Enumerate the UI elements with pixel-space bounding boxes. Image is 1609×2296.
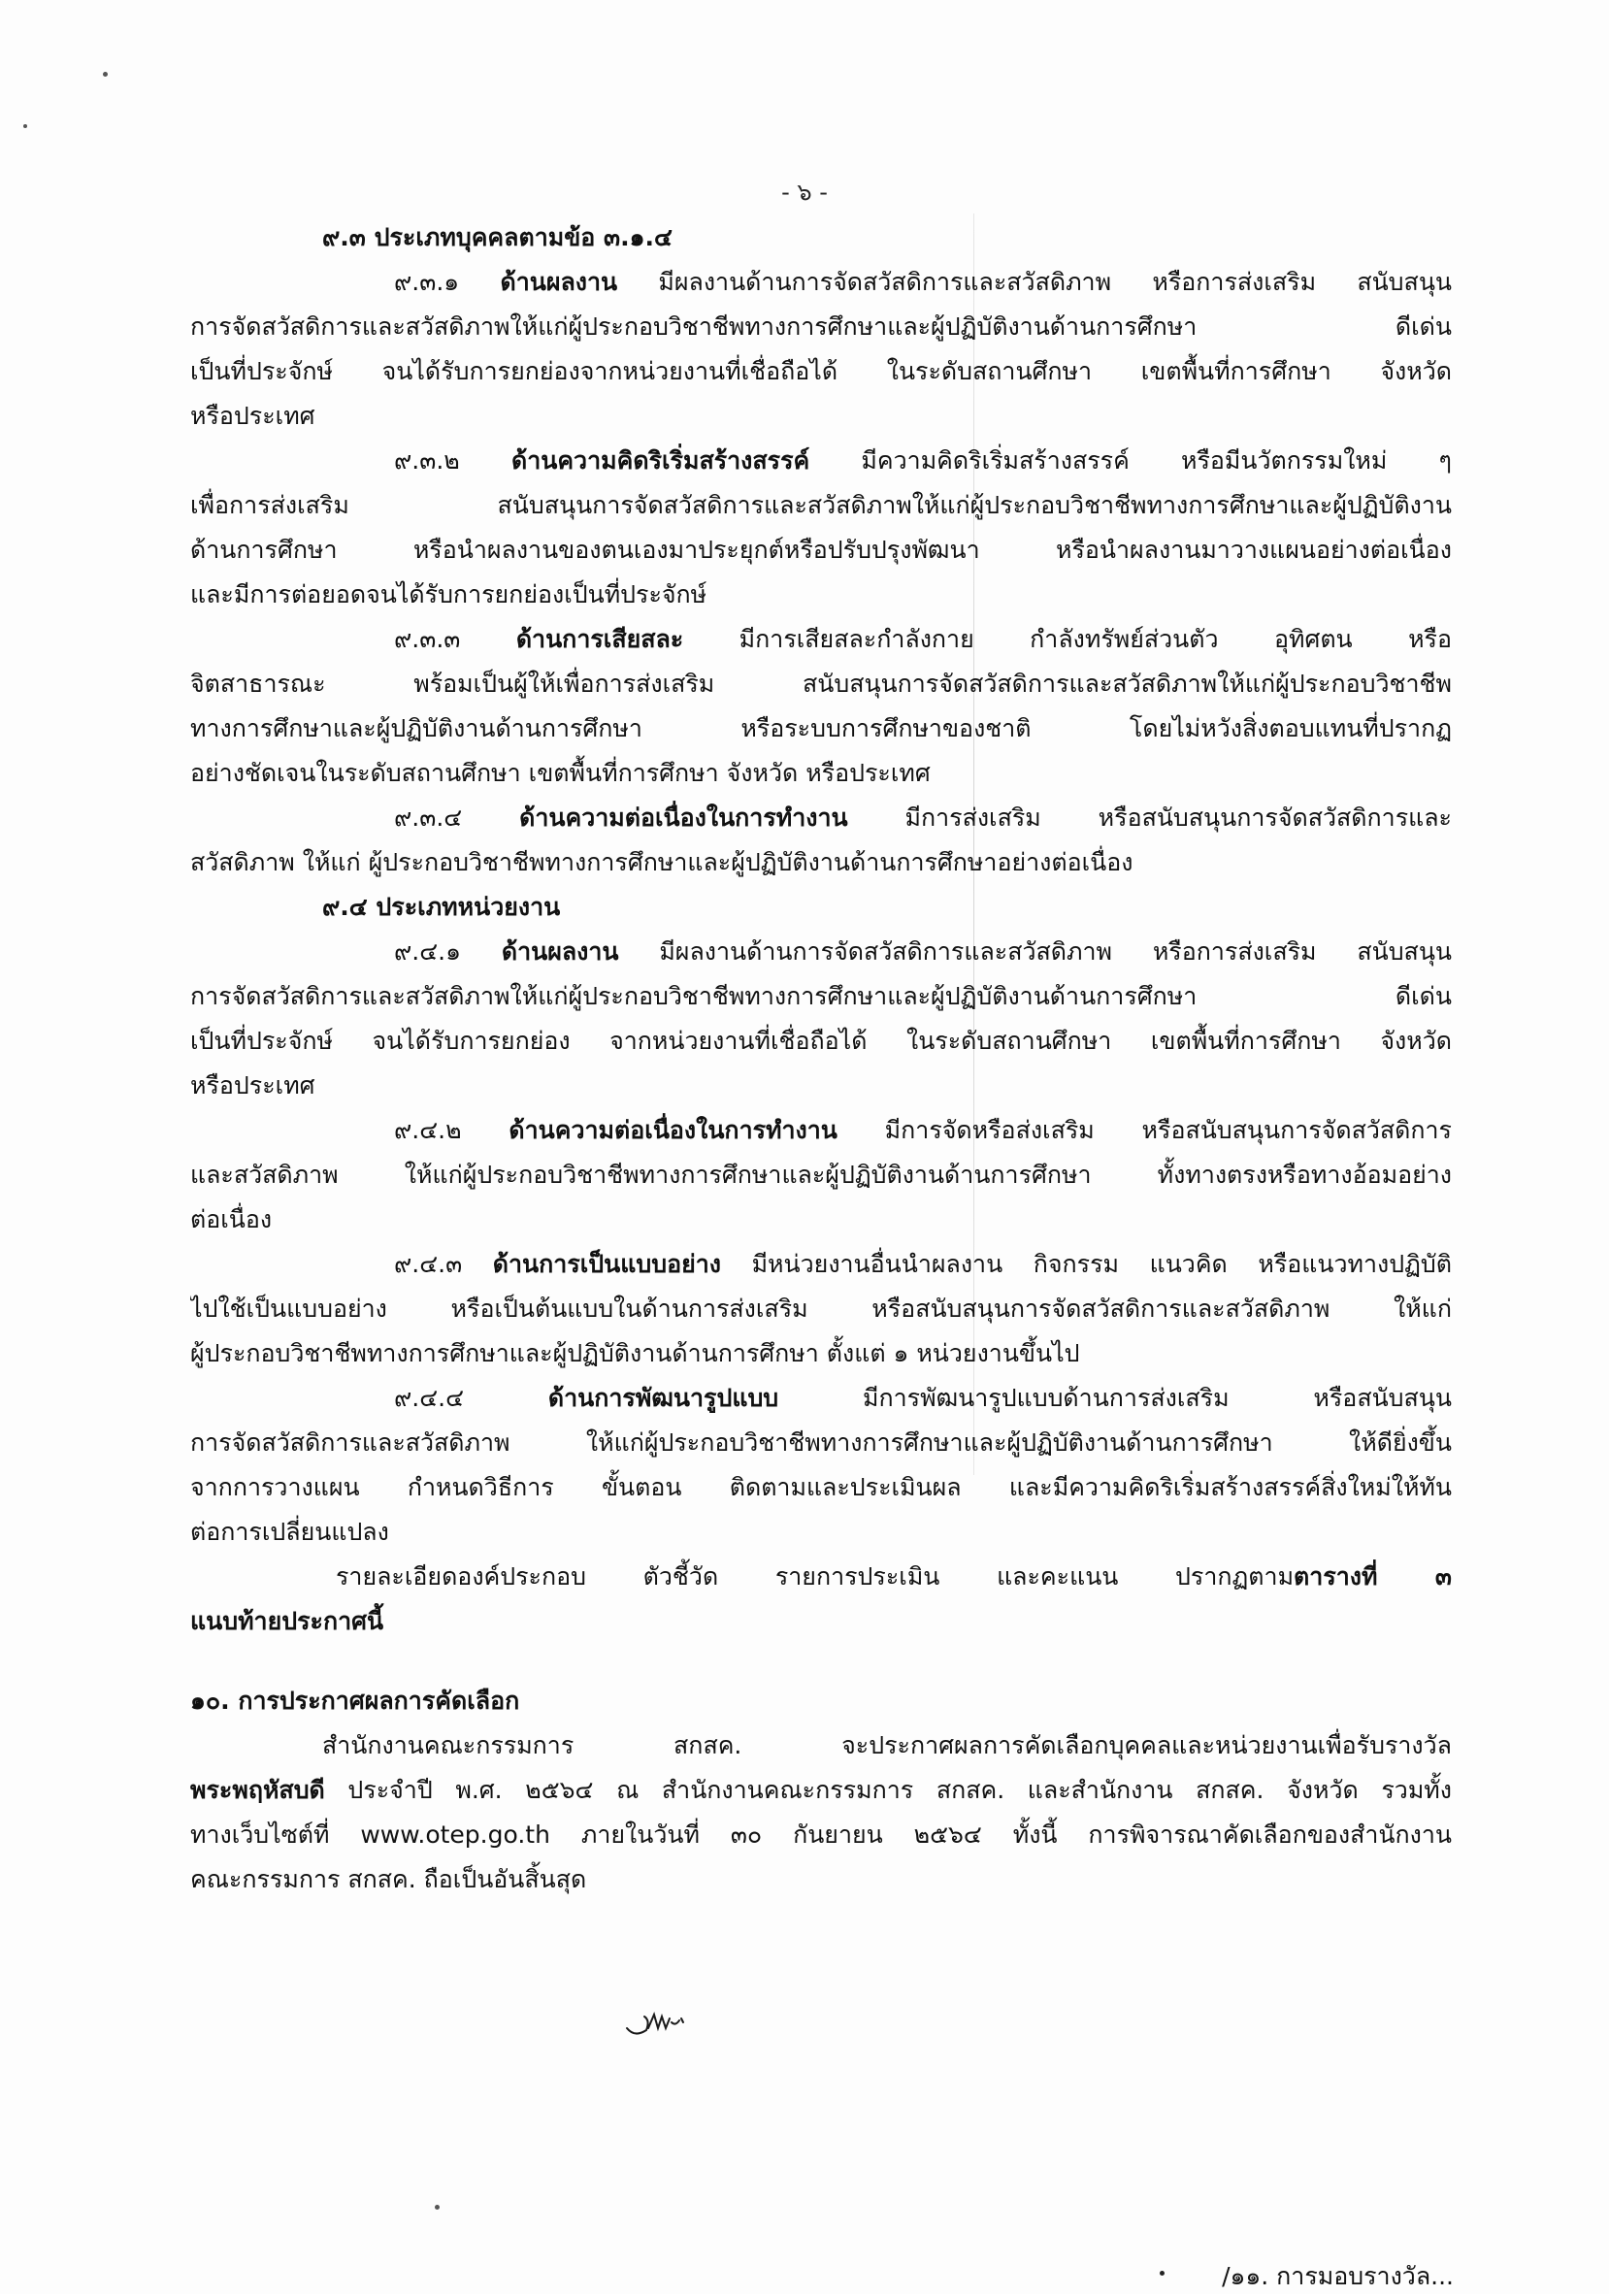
body-text: เพื่อการส่งเสริม สนับสนุนการจัดสวัสดิการและสวัสดิภาพให้แก่ผู้ประกอบวิชาชีพทางการศึกษาและผู้ปฏิบัติงาน [190,491,1452,519]
body-text: คณะกรรมการ สกสค. ถือเป็นอันสิ้นสุด [190,1865,587,1893]
bold-text: ด้านการพัฒนารูปแบบ [547,1384,779,1412]
text-line [190,662,1452,706]
body-text: ต่อเนื่อง [190,1205,273,1233]
body-text: ๙.๔.๔ [394,1384,548,1412]
body-text: ทางเว็บไซต์ที่ www.otep.go.th ภายในวันที่ ๓๐ กันยายน ๒๕๖๔ ทั้งนี้ การพิจารณาคัดเลือกของสำนักงาน [190,1820,1452,1849]
body-text: มีการจัดหรือส่งเสริม หรือสนับสนุนการจัดสวัสดิการ [837,1116,1452,1144]
body-text: มีการพัฒนารูปแบบด้านการส่งเสริม หรือสนับสนุน [778,1384,1452,1412]
bold-text: ตารางที่ ๓ [1294,1562,1452,1591]
text-line [190,1857,1452,1902]
body-text: มีผลงานด้านการจัดสวัสดิการและสวัสดิภาพ หรือการส่งเสริม สนับสนุน [617,268,1452,296]
paragraph-gap [190,1644,1452,1679]
body-text: จากการวางแผน กำหนดวิธีการ ขั้นตอน ติดตามและประเมินผล และมีความคิดริเริ่มสร้างสรรค์สิ่งใหม่ให้ทัน [190,1473,1452,1501]
body-text: และมีการต่อยอดจนได้รับการยกย่องเป็นที่ประจักษ์ [190,580,707,608]
next-page-reference: /๑๑. การมอบรางวัล... [1222,2262,1454,2290]
text-line [190,617,1452,662]
body-text: ๙.๓.๓ [394,625,516,653]
text-line [190,483,1452,528]
bold-text: ด้านความคิดริเริ่มสร้างสรรค์ [510,446,810,475]
body-text: มีหน่วยงานอื่นนำผลงาน กิจกรรม แนวคิด หรือแนวทางปฏิบัติ [721,1250,1452,1278]
text-line [190,1287,1452,1331]
body-text: การจัดสวัสดิการและสวัสดิภาพ ให้แก่ผู้ประกอบวิชาชีพทางการศึกษาและผู้ปฏิบัติงานด้านการศึกษา ให้ดียิ่งขึ้น [190,1428,1452,1457]
body-text: การจัดสวัสดิการและสวัสดิภาพให้แก่ผู้ประกอบวิชาชีพทางการศึกษาและผู้ปฏิบัติงานด้านการศึกษา ดีเด่น [190,312,1452,341]
body-text: มีผลงานด้านการจัดสวัสดิการและสวัสดิภาพ หรือการส่งเสริม สนับสนุน [618,937,1452,966]
body-text: อย่างชัดเจนในระดับสถานศึกษา เขตพื้นที่การศึกษา จังหวัด หรือประเทศ [190,759,931,787]
text-line [190,796,1452,840]
text-line [190,840,1452,885]
initials-signature [621,1999,708,2044]
bold-text: แนบท้ายประกาศนี้ [190,1607,384,1635]
body-text: ผู้ประกอบวิชาชีพทางการศึกษาและผู้ปฏิบัติงานด้านการศึกษา ตั้งแต่ ๑ หน่วยงานขึ้นไป [190,1339,1080,1367]
text-line [190,439,1452,483]
scan-speck [435,2205,440,2210]
document-body [190,215,1452,1902]
bold-text: ด้านการเป็นแบบอย่าง [492,1250,722,1278]
bold-text: ด้านผลงาน [501,937,619,966]
text-line [190,1064,1452,1108]
body-text: การจัดสวัสดิการและสวัสดิภาพให้แก่ผู้ประกอบวิชาชีพทางการศึกษาและผู้ปฏิบัติงานด้านการศึกษา ดีเด่น [190,982,1452,1010]
body-text: ๙.๓.๑ [394,268,501,296]
text-line [190,1108,1452,1153]
body-text: ๙.๓.๒ [394,446,511,475]
text-line [190,751,1452,796]
bold-text: พระพฤหัสบดี [190,1776,325,1804]
scan-speck [23,124,27,128]
body-text: มีความคิดริเริ่มสร้างสรรค์ หรือมีนวัตกรรมใหม่ ๆ [809,446,1452,475]
text-line [190,1813,1452,1857]
text-line [190,706,1452,751]
text-line [190,1510,1452,1555]
text-line [190,1197,1452,1242]
text-line [190,528,1452,573]
body-text: ๙.๔.๒ [394,1116,509,1144]
text-line [190,1599,1452,1644]
body-text: ต่อการเปลี่ยนแปลง [190,1518,389,1546]
body-text: ๙.๔.๓ [394,1250,493,1278]
body-text: ทางการศึกษาและผู้ปฏิบัติงานด้านการศึกษา หรือระบบการศึกษาของชาติ โดยไม่หวังสิ่งตอบแทนที่ปรากฏ [190,714,1452,742]
body-text: ด้านการศึกษา หรือนำผลงานของตนเองมาประยุกต์หรือปรับปรุงพัฒนา หรือนำผลงานมาวางแผนอย่างต่อเนื่อง [190,536,1452,564]
scan-speck [103,72,108,77]
bold-text: ๑๐. การประกาศผลการคัดเลือก [190,1687,520,1715]
body-text: เป็นที่ประจักษ์ จนได้รับการยกย่องจากหน่วยงานที่เชื่อถือได้ ในระดับสถานศึกษา เขตพื้นที่การศึกษา จังหวัด [190,357,1452,385]
body-text: ๙.๔.๑ [394,937,502,966]
text-line [190,1376,1452,1421]
footer-dot [1160,2271,1165,2276]
body-text: เป็นที่ประจักษ์ จนได้รับการยกย่อง จากหน่วยงานที่เชื่อถือได้ ในระดับสถานศึกษา เขตพื้นที่การศึกษา จังหวัด [190,1027,1452,1055]
bold-text: ด้านความต่อเนื่องในการทำงาน [519,804,848,832]
text-line [190,1331,1452,1376]
body-text: หรือประเทศ [190,1071,315,1099]
text-line [190,1019,1452,1064]
body-text: หรือประเทศ [190,402,315,430]
text-line [190,1421,1452,1465]
bold-text: ๙.๓ ประเภทบุคคลตามข้อ ๓.๑.๔ [322,223,673,251]
bold-text: ด้านผลงาน [500,268,618,296]
text-line [190,215,1452,260]
body-text: สวัสดิภาพ ให้แก่ ผู้ประกอบวิชาชีพทางการศึกษาและผู้ปฏิบัติงานด้านการศึกษาอย่างต่อเนื่อง [190,848,1133,876]
text-line [190,1153,1452,1197]
body-text: มีการส่งเสริม หรือสนับสนุนการจัดสวัสดิการและ [847,804,1452,832]
text-line [190,305,1452,349]
text-line [190,1723,1452,1768]
body-text: จิตสาธารณะ พร้อมเป็นผู้ให้เพื่อการส่งเสริม สนับสนุนการจัดสวัสดิการและสวัสดิภาพให้แก่ผู้ประกอบวิชาชีพ [190,670,1452,698]
text-line [190,1555,1452,1599]
bold-text: ด้านความต่อเนื่องในการทำงาน [509,1116,837,1144]
bold-text: ๙.๔ ประเภทหน่วยงาน [322,893,561,921]
page-number: - ๖ - [781,179,828,206]
body-text: รายละเอียดองค์ประกอบ ตัวชี้วัด รายการประเมิน และคะแนน ปรากฏตาม [336,1562,1295,1591]
body-text: และสวัสดิภาพ ให้แก่ผู้ประกอบวิชาชีพทางการศึกษาและผู้ปฏิบัติงานด้านการศึกษา ทั้งทางตรงหรือทางอ้อมอย่าง [190,1161,1452,1189]
text-line [190,885,1452,930]
text-line [190,1679,1452,1723]
text-line [190,974,1452,1019]
body-text: มีการเสียสละกำลังกาย กำลังทรัพย์ส่วนตัว อุทิศตน หรือ [683,625,1452,653]
body-text: ๙.๓.๔ [394,804,520,832]
text-line [190,394,1452,439]
text-line [190,260,1452,305]
text-line [190,349,1452,394]
text-line [190,573,1452,617]
text-line [190,930,1452,974]
body-text: สำนักงานคณะกรรมการ สกสค. จะประกาศผลการคัดเลือกบุคคลและหน่วยงานเพื่อรับรางวัล [322,1731,1452,1759]
text-line [190,1242,1452,1287]
body-text: ประจำปี พ.ศ. ๒๕๖๔ ณ สำนักงานคณะกรรมการ สกสค. และสำนักงาน สกสค. จังหวัด รวมทั้ง [324,1776,1452,1804]
body-text: ไปใช้เป็นแบบอย่าง หรือเป็นต้นแบบในด้านการส่งเสริม หรือสนับสนุนการจัดสวัสดิการและสวัสดิภาพ ให้แก่ [190,1295,1452,1323]
text-line [190,1465,1452,1510]
text-line [190,1768,1452,1813]
bold-text: ด้านการเสียสละ [515,625,684,653]
